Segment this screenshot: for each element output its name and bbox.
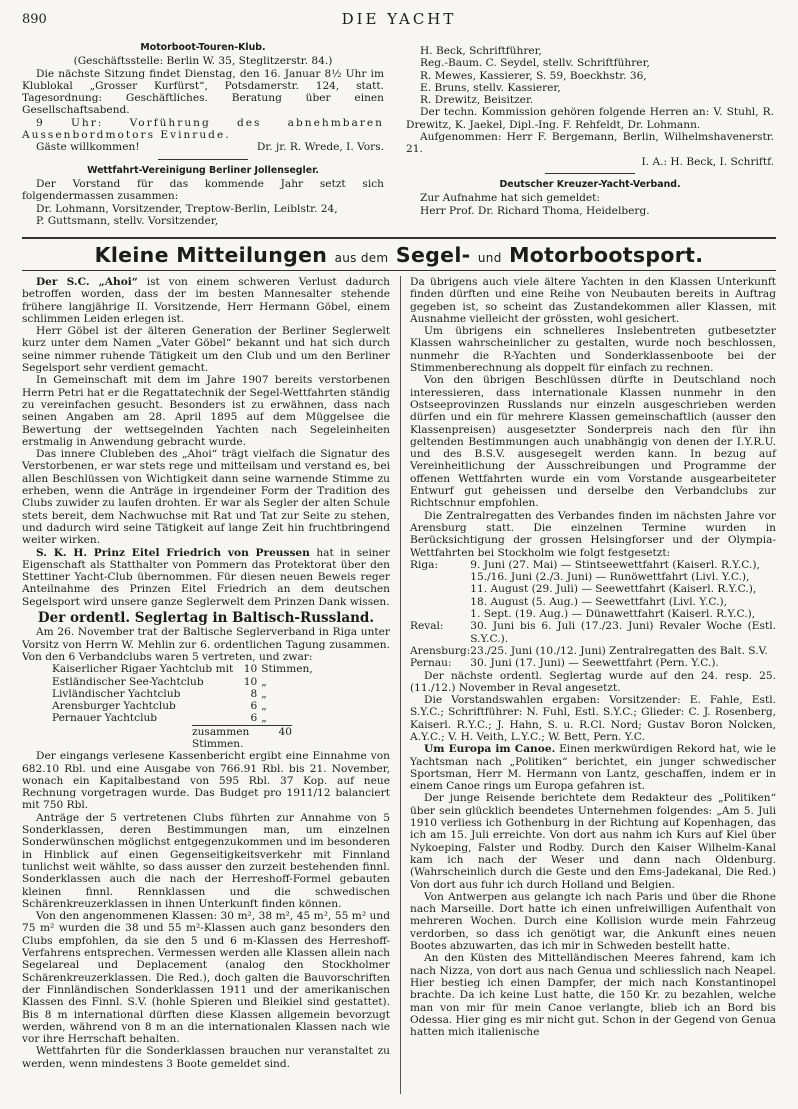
signature-wrede: Dr. jr. R. Wrede, I. Vors. bbox=[256, 141, 384, 154]
table-row: 11. August (29. Juli) — Seewettfahrt (Kaiserl. R.Y.C.), bbox=[470, 583, 757, 596]
board-line-3: R. Mewes, Kassierer, S. 59, Boeckhstr. 36, bbox=[420, 69, 647, 82]
canoe-paragraph-3: Von Antwerpen aus gelangte ich nach Paris und über die Rhone nach Marseille. Dort hatte ich einen unfreiwilligen Aufenthalt von mehreren Wochen. Durch eine Kollision wurde mein Fahrzeug verdorben, so dass ich genötigt war, die Ankunft eines neuen Bootes abzuwarten, das ich mir in Schweden bestellt hatte. bbox=[410, 890, 776, 953]
canoe-paragraph-2: Der junge Reisende berichtete dem Redakteur des „Politiken“ über sein glücklich beendetes Unternehmen folgendes: „Am 5. Juli 1910 verliess ich Gothenburg in der Richtung auf Kopenhagen, das ich am 15. Juli erreichte. Von dort aus nahm ich Kurs auf Kiel über Nykoeping, Falster und Rodby. Durch den Kaiser Wilhelm-Kanal kam ich nach der Weser und dann nach Oldenburg. (Wahrscheinlich durch die Geste und den Ems-Jadekanal, Die Red.) Von dort aus fuhr ich durch Holland und Belgien. bbox=[410, 792, 776, 891]
column-divider bbox=[400, 276, 401, 1094]
ahoi-paragraph: Der S.C. „Ahoi“ ist von einem schweren Verlust dadurch betroffen worden, dass der im besten Mannesalter stehende frühere langjährige II. Vorsitzende, Herr Hermann Göbel, einem schlimmen Leiden erlegen ist. bbox=[22, 276, 390, 325]
board-line-4: E. Bruns, stellv. Kassierer, bbox=[420, 81, 561, 94]
jollensegler-text-2: Dr. Lohmann, Vorsitzender, Treptow-Berlin, Leiblstr. 24, bbox=[36, 202, 338, 215]
right-main-column bbox=[410, 276, 776, 1038]
section-separator bbox=[158, 159, 248, 160]
baltic-paragraph-3: Anträge der 5 vertretenen Clubs führten zur Annahme von 5 Sonderklassen, deren Bestimmungen man, um einzelnen Sonderwünschen möglichst entgegenzukommen und im besonderen in Hinblick auf einen Gegenseitigkeitsverkehr mit Finnland tunlichst weit wählte, so dass ausser den zurzeit bestehenden finnl. Sonderklassen auch die nach der Herreshoff-Formel gebauten kleinen finnl. Rennklassen und die schwedischen Schärenkreuzerklassen in ihnen Unterkunft finden können. bbox=[22, 811, 390, 910]
clubs-table bbox=[52, 663, 317, 724]
table-row: Arensburg: 23./25. Juni (10./12. Juni) Zentralregatten des Balt. S.V. bbox=[410, 644, 768, 657]
main-title-part-2: Segel- bbox=[395, 243, 471, 267]
votes-total: zusammen 40 Stimmen. bbox=[192, 725, 292, 750]
main-title-part-1: Kleine Mitteilungen bbox=[94, 243, 328, 267]
board-line-1: H. Beck, Schriftführer, bbox=[420, 45, 542, 57]
board-elections: Die Vorstandswahlen ergaben: Vorsitzender: E. Fahle, Estl. S.Y.C.; Schriftführer: N. Fuhl, Estl. S.Y.C.; Glieder: C. J. Rosenberg, Kaiserl. R.Y.C.; J. Hahn, S. u. R.Cl. Nord; Gustav Boron Nolcken, A.Y.C.; V. H. Veith, L.Y.C.; W. Bett, Pern. Y.C. bbox=[410, 694, 776, 743]
classes-paragraph-3: Von den übrigen Beschlüssen dürfte in Deutschland noch interessieren, dass internationale Klassen nunmehr in den Ostseeprovinzen Russlands nur einzeln ausgeschrieben werden dürfen und ein für mehrere Klassen gemeinschaftlich (ausser den Klassenpreisen) ausgesetzter Sonderpreis nach den für ihn geltenden Bestimmungen auch unabhängig von denen der I.Y.R.U. und des B.S.V. ausgesegelt werden kann. In bezug auf Vereinheitlichung der Ausschreibungen und Programme der offenen Wettfahrten wurde ein vom Vorstande ausgearbeiteter Entwurf gut geheissen und derselbe den Verbandclubs zur Richtschnur empfohlen. bbox=[410, 374, 776, 510]
goebel-paragraph-2: In Gemeinschaft mit dem im Jahre 1907 bereits verstorbenen Herrn Petri hat er die Regattatechnik der Segel-Wettfahrten ständig zu vereinfachen gesucht. Besonders ist zu erwähnen, dass nach seinen Angaben am 28. April 1895 auf dem Müggelsee die Bewertung der wettsegelnden Yachten nach Segeleinheiten erstmalig in Anwendung gebracht wurde. bbox=[22, 374, 390, 448]
board-line-2: Reg.-Baum. C. Seydel, stellv. Schriftführer, bbox=[420, 57, 650, 70]
table-row: Kaiserlicher Rigaer Yachtclub mit 10 Stimmen, bbox=[52, 663, 313, 676]
technical-commission: Der techn. Kommission gehören folgende Herren an: V. Stuhl, R. Drewitz, K. Jaekel, Dipl.-Ing. F. Rehfeldt, Dr. Lohmann. bbox=[406, 106, 774, 131]
prinz-paragraph: S. K. H. Prinz Eitel Friedrich von Preussen hat in seiner Eigenschaft als Statthalter von Pommern das Protektorat über den Stettiner Yacht-Club übernommen. Für diesen neuen Beweis reger Anteilnahme des Prinzen Eitel Friedrich an dem deutschen Segelsport wird unsere ganze Seglerwelt dem Prinzen Dank wissen. bbox=[22, 546, 390, 608]
motorboot-klub-text-2: 9 Uhr: Vorführung des abnehmbaren Aussenbordmotors Evinrude. bbox=[22, 116, 384, 142]
baltic-paragraph-4: Von den angenommenen Klassen: 30 m², 38 m², 45 m², 55 m² und 75 m² wurden die 38 und 55 m²-Klassen auch ganz besonders den Clubs empfohlen, da sie den 5 und 6 m-Klassen des Herreshoff-Verfahrens entsprechen. Vermessen werden alle Klassen allein nach Segelareal und Deplacement (analog den Stockholmer Schärenkreuzerklassen. Die Red.), doch galten die Bauvorschriften der Finnländischen Sonderklassen 1911 und der amerikanischen Klassen des Finnl. S.V. (hohle Spieren und Bleikiel sind gestattet). Bis 8 m international dürften diese Klassen allgemein bevorzugt werden, während von 8 m an die internationalen Klassen nach wie vor ihre Herrschaft behalten. bbox=[22, 910, 390, 1046]
baltic-paragraph-1: Am 26. November trat der Baltische Seglerverband in Riga unter Vorsitz von Herrn W. Mehlin zur 6. ordentlichen Tagung zusammen. Von den 6 Verbandclubs waren 5 vertreten, und zwar: bbox=[22, 626, 390, 663]
table-row: Riga: 9. Juni (27. Mai) — Stintseewettfahrt (Kaiserl. R.Y.C.), bbox=[410, 558, 760, 571]
main-title-part-3: Motorbootsport. bbox=[509, 243, 704, 267]
jollensegler-text-3: P. Guttsmann, stellv. Vorsitzender, bbox=[36, 214, 219, 227]
section-separator bbox=[545, 173, 635, 174]
canoe-paragraph-4: An den Küsten des Mittelländischen Meeres fahrend, kam ich nach Nizza, von dort aus nach Genua und schliesslich nach Neapel. Hier bestieg ich einen Dampfer, der mich nach Konstantinopel brachte. Da ich keine Lust hatte, die 150 Kr. zu bezahlen, welche man von mir für mein Canoe verlangte, blieb ich an Bord bis Odessa. Hier ging es mir nicht gut. Schon in der Gegend von Genua hatten mich italienische bbox=[410, 952, 776, 1039]
goebel-paragraph-3: Das innere Clubleben des „Ahoi“ trägt vielfach die Signatur des Verstorbenen, er war stets rege und mitteilsam und verstand es, bei allen Beschlüssen von Wichtigkeit dann seine warnende Stimme zu erheben, wenn die Anträge in irgendeiner Form der Tradition des Clubs zuwider zu laufen drohten. Er war als Segler der alten Schule stets bereit, dem Nachwuchse mit Rat und Tat zur Seite zu stehen, und dadurch wird seine Tätigkeit auf lange Zeit hin fruchtbringend weiter wirken. bbox=[22, 448, 390, 547]
kreuzer-verband-text-1: Zur Aufnahme hat sich gemeldet: bbox=[420, 192, 600, 205]
jollensegler-text-1: Der Vorstand für das kommende Jahr setzt sich folgendermassen zusammen: bbox=[22, 177, 384, 203]
motorboot-klub-heading: Motorboot-Touren-Klub. bbox=[140, 42, 266, 53]
regatta-schedule bbox=[410, 559, 776, 670]
motorboot-klub-text-1: Die nächste Sitzung findet Dienstag, den 16. Januar 8½ Uhr im Klublokal „Grosser Kurfürst“, Potsdamerstr. 124, statt. Tagesordnung: Geschäftliches. Beratung über einen Gesellschaftsabend. bbox=[22, 67, 384, 117]
table-row: 15./16. Juni (2./3. Juni) — Runöwettfahrt (Livl. Y.C.), bbox=[470, 571, 750, 584]
left-main-column bbox=[22, 276, 390, 1070]
next-seglertag: Der nächste ordentl. Seglertag wurde auf den 24. resp. 25. (11./12.) November in Reval angesetzt. bbox=[410, 669, 776, 694]
board-line-5: R. Drewitz, Beisitzer. bbox=[420, 94, 534, 107]
main-title-aus: aus dem bbox=[334, 251, 389, 265]
title-rule-bottom bbox=[22, 270, 776, 271]
admitted-members: Aufgenommen: Herr F. Bergemann, Berlin, Wilhelmshavenerstr. 21. bbox=[406, 131, 774, 156]
goebel-paragraph-1: Herr Göbel ist der älteren Generation der Berliner Seglerwelt kurz unter dem Namen „Vater Göbel“ bekannt und hat sich durch seine nimmer ruhende Tätigkeit um den Club und um den Berliner Segelsport sehr verdient gemacht. bbox=[22, 325, 390, 375]
top-right-column bbox=[406, 45, 774, 217]
kreuzer-verband-heading: Deutscher Kreuzer-Yacht-Verband. bbox=[499, 178, 681, 190]
motorboot-klub-address: (Geschäftsstelle: Berlin W. 35, Steglitzerstr. 84.) bbox=[73, 55, 333, 68]
table-row: 18. August (5. Aug.) — Seewettfahrt (Livl. Y.C.), bbox=[470, 595, 727, 608]
regatta-intro: Die Zentralregatten des Verbandes finden im nächsten Jahre vor Arensburg statt. Die einzelnen Termine wurden in Berücksichtigung der grossen Helsingforser und der Olympia-Wettfahrten bei Stockholm wie folgt festgesetzt: bbox=[410, 509, 776, 559]
baltic-paragraph-2: Der eingangs verlesene Kassenbericht ergibt eine Einnahme von 682.10 Rbl. und eine Ausgabe von 766.91 Rbl. bis 21. November, wonach ein Kapitalbestand von 595 Rbl. 37 Kop. auf neue Rechnung vorgetragen wurde. Das Budget pro 1911/12 balanciert mit 750 Rbl. bbox=[22, 750, 390, 812]
main-title-und: und bbox=[477, 251, 502, 265]
canoe-lead: Um Europa im Canoe. bbox=[424, 743, 556, 756]
page-number: 890 bbox=[22, 12, 47, 27]
title-rule-top bbox=[22, 237, 776, 239]
jollensegler-heading: Wettfahrt-Vereinigung Berliner Jollensegler. bbox=[87, 164, 319, 176]
main-title bbox=[0, 243, 798, 267]
table-row: Pernauer Yachtclub 6 „ bbox=[52, 712, 267, 725]
table-row: Arensburger Yachtclub 6 „ bbox=[52, 700, 267, 713]
table-row: Livländischer Yachtclub 8 „ bbox=[52, 687, 267, 700]
top-left-column bbox=[22, 40, 384, 227]
canoe-paragraph-1: Um Europa im Canoe. Einen merkwürdigen Rekord hat, wie le Yachtsman nach „Politiken“ berichtet, ein junger schwedischer Sportsman, Herr M. Hermann von Lantz, geschaffen, indem er in einem Canoe rings um Europa gefahren ist. bbox=[410, 743, 776, 793]
baltic-paragraph-5: Wettfahrten für die Sonderklassen brauchen nur veranstaltet zu werden, wenn mindestens 3 Boote gemeldet sind. bbox=[22, 1045, 390, 1070]
guests-welcome: Gäste willkommen! bbox=[36, 141, 140, 154]
baltic-heading: Der ordentl. Seglertag in Baltisch-Russland. bbox=[37, 610, 375, 627]
table-row: Reval: 30. Juni bis 6. Juli (17./23. Juni) Revaler Woche (Estl. S.Y.C.). bbox=[410, 620, 776, 645]
motorboot-klub-signature bbox=[22, 141, 384, 153]
classes-paragraph-2: Um übrigens ein schnelleres Inslebentreten gutbesetzter Klassen wahrscheinlicher zu gestalten, wurde noch beschlossen, nunmehr die R-Yachten und Sonderklassenboote bei der Stimmenberechnung als doppelt für einfach zu rechnen. bbox=[410, 325, 776, 375]
prinz-lead: S. K. H. Prinz Eitel Friedrich von Preussen bbox=[36, 546, 310, 559]
signature-beck: I. A.: H. Beck, I. Schriftf. bbox=[641, 155, 774, 168]
classes-paragraph-1: Da übrigens auch viele ältere Yachten in den Klassen Unterkunft finden dürften und eine Reihe von Neubauten bereits in Auftrag gegeben ist, so scheint das Zustandekommen aller Klassen, mit Ausnahme vielleicht der grössten, wohl gesichert. bbox=[410, 276, 776, 325]
ahoi-lead: Der S.C. „Ahoi“ bbox=[36, 276, 138, 288]
table-row: 1. Sept. (19. Aug.) — Dünawettfahrt (Kaiserl. R.Y.C.), bbox=[470, 608, 756, 621]
kreuzer-verband-text-2: Herr Prof. Dr. Richard Thoma, Heidelberg. bbox=[420, 204, 650, 217]
table-row: Pernau: 30. Juni (17. Juni) — Seewettfahrt (Pern. Y.C.). bbox=[410, 657, 719, 670]
table-row: Estländischer See-Yachtclub 10 „ bbox=[52, 675, 267, 688]
running-title: DIE YACHT bbox=[341, 10, 457, 28]
